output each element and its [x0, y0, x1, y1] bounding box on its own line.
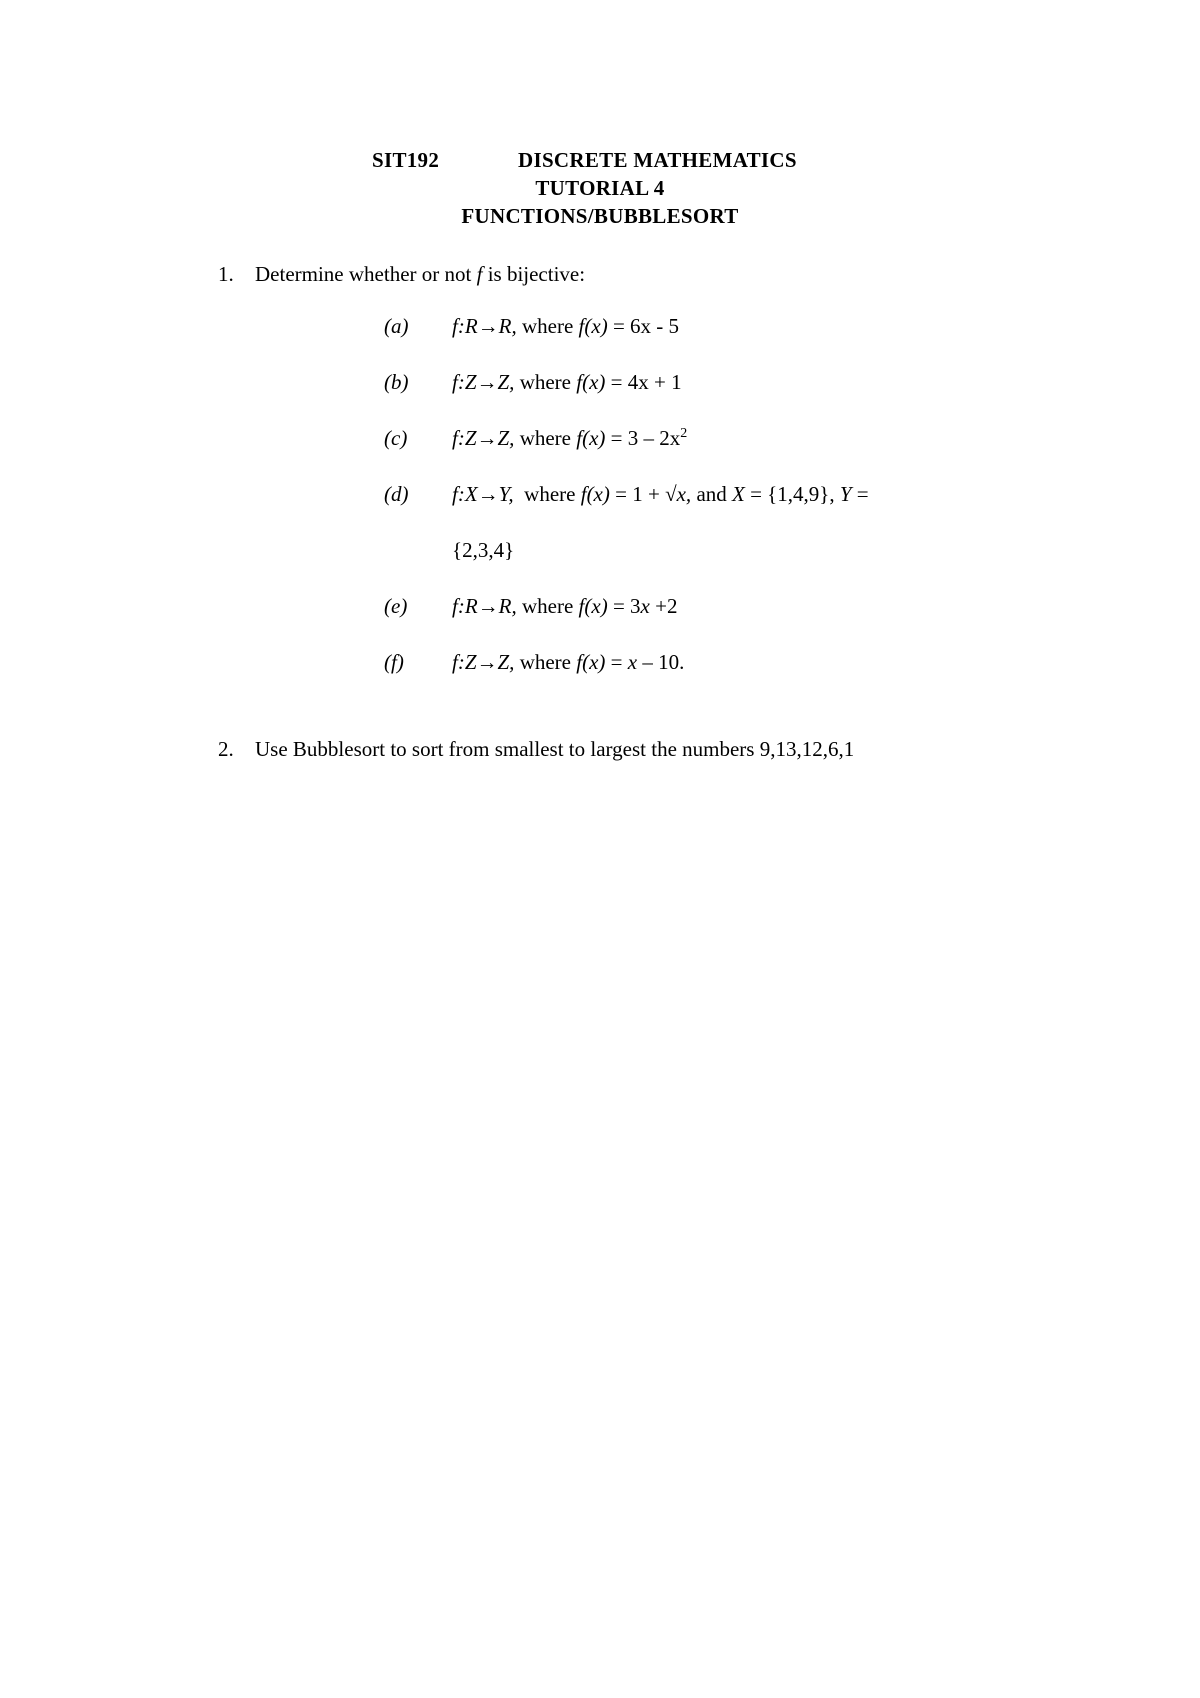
function-rule: = 6x - 5	[607, 314, 680, 338]
function-rule-tail: +2	[649, 594, 678, 618]
function-symbol: f(x)	[580, 482, 610, 506]
part-expression	[452, 370, 682, 395]
set-y-equals: =	[851, 482, 869, 506]
function-mapping: f:R→R,	[452, 594, 517, 618]
part-expression	[452, 594, 677, 619]
where-word: where	[516, 594, 579, 618]
part-expression	[452, 314, 679, 339]
tutorial-title: TUTORIAL 4	[535, 176, 665, 200]
part-label: (d)	[384, 482, 409, 506]
where-word: where	[516, 314, 579, 338]
question-text-part: Determine whether or not	[255, 262, 477, 286]
part-label: (b)	[384, 370, 409, 394]
part-label: (e)	[384, 594, 408, 618]
function-mapping: f:R→R,	[452, 314, 517, 338]
function-symbol: f(x)	[578, 314, 608, 338]
function-variable: f	[476, 262, 483, 286]
function-symbol: f(x)	[576, 370, 606, 394]
part-label: (c)	[384, 426, 408, 450]
where-word: where	[514, 650, 577, 674]
function-variable: x	[640, 594, 650, 618]
question-number: 2.	[218, 737, 234, 761]
where-word: where	[514, 370, 577, 394]
question-number: 1.	[218, 262, 234, 286]
exponent: 2	[680, 426, 688, 441]
where-word: where	[513, 482, 581, 506]
function-rule: =	[605, 650, 628, 674]
part-expression	[452, 650, 684, 675]
question-text: Use Bubblesort to sort from smallest to largest the numbers 9,13,12,6,1	[255, 737, 855, 761]
subject-title: DISCRETE MATHEMATICS	[518, 148, 797, 172]
function-mapping: f:X→Y,	[452, 482, 514, 506]
function-rule: = 1 + √	[609, 482, 677, 506]
set-x-values: = {1,4,9},	[744, 482, 840, 506]
part-expression	[452, 426, 687, 451]
function-symbol: f(x)	[576, 426, 606, 450]
part-d-continuation: {2,3,4}	[452, 538, 515, 562]
part-expression	[452, 482, 869, 507]
function-mapping: f:Z→Z,	[452, 370, 515, 394]
part-label: (a)	[384, 314, 409, 338]
course-code: SIT192	[372, 148, 440, 172]
function-mapping: f:Z→Z,	[452, 650, 515, 674]
function-rule: = 4x + 1	[605, 370, 682, 394]
and-word: and	[691, 482, 733, 506]
set-x-symbol: X	[732, 482, 745, 506]
topic-title: FUNCTIONS/BUBBLESORT	[461, 204, 739, 228]
function-variable: x	[627, 650, 638, 674]
where-word: where	[514, 426, 577, 450]
function-rule: = 3 – 2x	[605, 426, 681, 450]
set-y-symbol: Y	[839, 482, 852, 506]
function-rule: = 3	[607, 594, 641, 618]
function-variable: x,	[676, 482, 692, 506]
function-symbol: f(x)	[576, 650, 606, 674]
function-mapping: f:Z→Z,	[452, 426, 515, 450]
question-text-part: is bijective:	[482, 262, 586, 286]
part-label: (f)	[384, 650, 404, 674]
question-text	[255, 262, 585, 287]
function-rule-tail: – 10.	[637, 650, 685, 674]
function-symbol: f(x)	[578, 594, 608, 618]
